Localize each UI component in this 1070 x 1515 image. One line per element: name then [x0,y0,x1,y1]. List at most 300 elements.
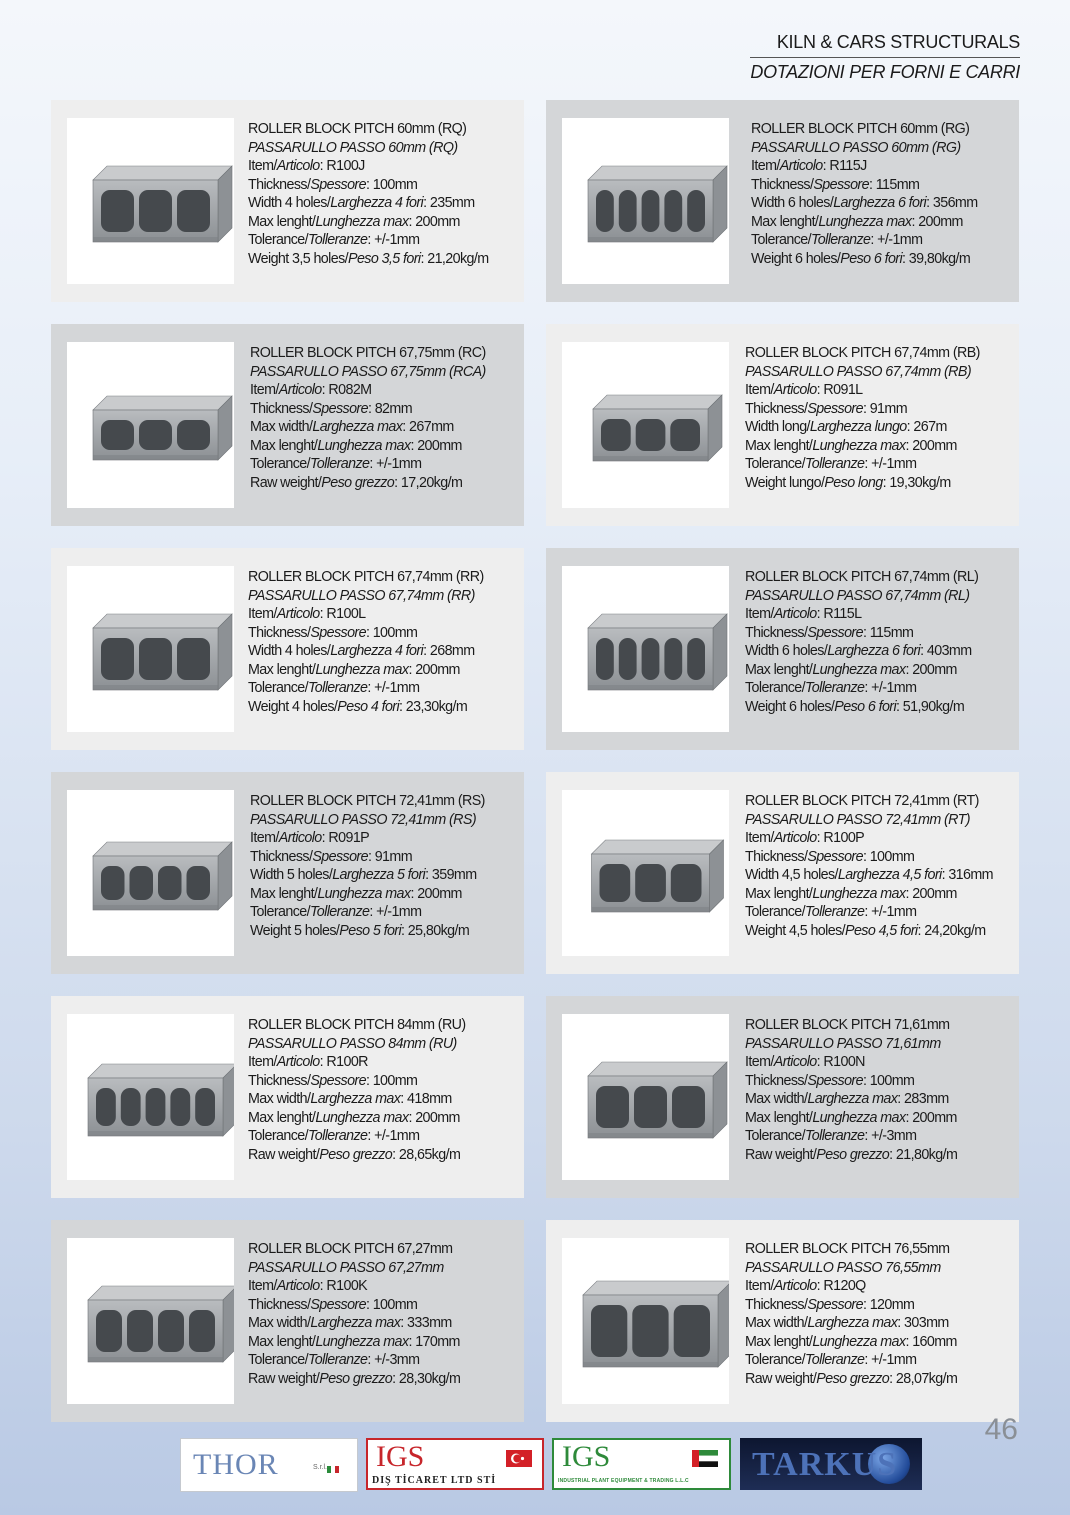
spec-label: Tolerance/ [248,1128,308,1144]
spec-label: Raw weight/ [248,1370,320,1387]
spec-value: : R100P [816,830,865,846]
spec-value: : 19,30kg/m [882,474,951,491]
spec-value: : R100L [319,606,366,622]
spec-line [248,698,484,717]
spec-value: : +/-3mm [864,1128,917,1144]
spec-label: Max lenght/ [250,885,318,902]
spec-label-italian: Articolo [773,1278,817,1294]
spec-label: Item/ [250,382,279,398]
spec-label: Max lenght/ [745,1333,813,1350]
spec-label-italian: Spessore [807,1072,863,1089]
spec-value: : 403mm [920,643,972,659]
spec-label-italian: Lunghezza max [315,1333,409,1350]
spec-label-italian: Lunghezza max [315,1109,409,1126]
spec-value: : +/-1mm [870,232,923,248]
spec-label: Thickness/ [248,624,311,641]
spec-label: Tolerance/ [745,680,805,696]
product-subtitle: PASSARULLO PASSO 67,74mm (RL) [745,587,970,604]
spec-label: Width 5 holes/ [250,867,333,883]
spec-value: : 100mm [365,624,418,641]
spec-label: Weight 4,5 holes/ [745,922,846,939]
header-title: KILN & CARS STRUCTURALS [750,32,1020,58]
spec-line [248,176,489,195]
spec-line [745,922,993,941]
spec-line [745,829,993,848]
spec-line [745,1351,957,1370]
spec-label-italian: Peso grezzo [319,1146,393,1163]
spec-label: Thickness/ [248,1296,311,1313]
spec-label: Weight 4 holes/ [248,698,338,715]
roller-block-image [562,1014,729,1180]
spec-label-italian: Lunghezza max [315,213,409,230]
spec-label-italian: Tolleranze [804,456,865,472]
product-title: ROLLER BLOCK PITCH 60mm (RG) [751,121,970,137]
spec-value: : 316mm [941,867,993,883]
spec-label: Max width/ [248,1091,311,1107]
spec-label-italian: Tolleranze [309,456,370,472]
product-specs [250,344,486,492]
spec-label: Tolerance/ [751,232,811,248]
product-title: ROLLER BLOCK PITCH 84mm (RU) [248,1017,466,1033]
product-specs [248,1016,466,1164]
spec-label: Tolerance/ [248,1352,308,1368]
spec-line [248,250,489,269]
spec-label-italian: Peso 6 fori [840,250,903,267]
spec-value: : 28,30kg/m [392,1370,461,1387]
spec-label: Item/ [250,830,279,846]
spec-line [248,1127,466,1146]
spec-value: : R100R [319,1054,368,1070]
spec-label-italian: Spessore [310,1072,366,1089]
spec-label: Width 6 holes/ [745,643,828,659]
spec-value: : 200mm [905,1109,957,1126]
spec-value: : 23,30kg/m [399,698,468,715]
spec-label: Tolerance/ [745,1128,805,1144]
igs-logo-text: IGS [376,1440,425,1473]
spec-value: : 100mm [365,1072,418,1089]
spec-line [745,418,980,437]
spec-label-italian: Larghezza max [807,1091,898,1107]
spec-label-italian: Peso 6 fori [834,698,897,715]
product-card [546,324,1019,526]
spec-label: Tolerance/ [250,456,310,472]
spec-line [745,642,978,661]
spec-value: : R115J [822,158,867,174]
product-card [51,548,524,750]
spec-label-italian: Articolo [278,830,322,846]
spec-label-italian: Peso grezzo [816,1370,890,1387]
spec-label: Width 4 holes/ [248,195,331,211]
spec-label-italian: Lunghezza max [818,213,912,230]
spec-line [745,1127,957,1146]
spec-label: Max lenght/ [751,213,819,230]
spec-label-italian: Larghezza 4,5 fori [837,867,942,883]
spec-label: Thickness/ [745,624,808,641]
spec-label: Max width/ [745,1091,808,1107]
spec-value: : +/-3mm [367,1352,420,1368]
spec-label-italian: Peso grezzo [816,1146,890,1163]
page-header [750,32,1020,83]
igs-turkey-tagline: DIŞ TİCARET LTD STİ [372,1475,497,1486]
spec-label: Weight 3,5 holes/ [248,250,349,267]
spec-label: Max lenght/ [745,437,813,454]
spec-label-italian: Articolo [773,830,817,846]
spec-line [745,624,978,643]
spec-value: : 100mm [862,848,915,865]
spec-value: : +/-1mm [367,232,420,248]
spec-line [248,1333,460,1352]
spec-label-italian: Spessore [310,1296,366,1313]
thor-logo[interactable] [180,1438,358,1492]
spec-line [745,1296,957,1315]
spec-label: Max lenght/ [745,885,813,902]
product-subtitle: PASSARULLO PASSO 60mm (RQ) [248,139,458,156]
spec-value: : 200mm [408,213,460,230]
spec-label: Max width/ [248,1315,311,1331]
spec-value: : R100N [816,1054,865,1070]
spec-line [248,642,484,661]
spec-line [248,194,489,213]
spec-value: : 418mm [400,1091,452,1107]
product-specs [248,1240,460,1388]
spec-label-italian: Larghezza max [310,1315,401,1331]
spec-line [248,1277,460,1296]
spec-value: : 100mm [365,1296,418,1313]
product-subtitle: PASSARULLO PASSO 60mm (RG) [751,139,961,156]
product-card [51,1220,524,1422]
spec-line [745,885,993,904]
spec-value: : R091L [816,382,863,398]
spec-value: : 21,80kg/m [889,1146,958,1163]
spec-label: Max lenght/ [745,1109,813,1126]
spec-line [248,679,484,698]
spec-label: Max lenght/ [248,1333,316,1350]
spec-label: Item/ [751,158,780,174]
spec-line [745,1277,957,1296]
spec-label-italian: Larghezza 5 fori [332,867,426,883]
product-specs [751,120,978,268]
spec-line [745,661,978,680]
product-subtitle: PASSARULLO PASSO 67,27mm [248,1259,444,1276]
spec-label: Tolerance/ [745,456,805,472]
spec-value: : 200mm [911,213,963,230]
spec-line [250,903,485,922]
spec-label-italian: Articolo [276,1054,320,1070]
spec-value: : 200mm [905,437,957,454]
roller-block-image [67,118,234,284]
spec-label-italian: Tolleranze [804,1352,865,1368]
spec-label: Raw weight/ [745,1370,817,1387]
product-title: ROLLER BLOCK PITCH 76,55mm [745,1241,950,1257]
spec-label: Tolerance/ [248,680,308,696]
product-subtitle: PASSARULLO PASSO 76,55mm [745,1259,941,1276]
product-title: ROLLER BLOCK PITCH 67,74mm (RL) [745,569,979,585]
spec-label-italian: Tolleranze [804,680,865,696]
product-card [51,100,524,302]
spec-line [745,455,980,474]
spec-value: : 200mm [410,885,462,902]
thor-logo-text: THOR [193,1448,279,1481]
spec-line [745,437,980,456]
spec-label: Item/ [745,606,774,622]
spec-line [745,679,978,698]
spec-line [250,455,486,474]
spec-line [751,213,978,232]
spec-line [248,1090,466,1109]
spec-value: : 200mm [410,437,462,454]
spec-value: : 283mm [897,1091,949,1107]
spec-label-italian: Articolo [773,382,817,398]
spec-value: : 100mm [862,1072,915,1089]
roller-block-image [562,1238,729,1404]
spec-label-italian: Larghezza 6 fori [833,195,927,211]
spec-label: Raw weight/ [248,1146,320,1163]
spec-label: Width 4,5 holes/ [745,867,838,883]
spec-label: Max lenght/ [248,661,316,678]
spec-label-italian: Lunghezza max [315,661,409,678]
spec-label: Max lenght/ [250,437,318,454]
product-card [51,772,524,974]
spec-line [248,624,484,643]
spec-label-italian: Tolleranze [307,680,368,696]
spec-line [745,1109,957,1128]
spec-line [751,176,978,195]
spec-label-italian: Articolo [773,1054,817,1070]
spec-label-italian: Peso long [824,474,883,491]
spec-label: Raw weight/ [250,474,322,491]
product-specs [745,568,978,716]
spec-label-italian: Larghezza 6 fori [827,643,921,659]
product-subtitle: PASSARULLO PASSO 72,41mm (RS) [250,811,476,828]
spec-label: Item/ [745,1278,774,1294]
spec-line [250,885,485,904]
product-specs [745,1016,957,1164]
igs-uae-logo[interactable] [552,1438,731,1490]
spec-value: : +/-1mm [369,904,422,920]
spec-line [248,1351,460,1370]
spec-label-italian: Spessore [813,176,869,193]
product-title: ROLLER BLOCK PITCH 67,27mm [248,1241,453,1257]
spec-line [248,157,489,176]
spec-line [745,1053,957,1072]
spec-line [248,1146,466,1165]
spec-label-italian: Tolleranze [307,1352,368,1368]
spec-label-italian: Lunghezza max [812,437,906,454]
header-subtitle: DOTAZIONI PER FORNI E CARRI [750,62,1020,82]
spec-value: : 100mm [365,176,418,193]
spec-line [751,231,978,250]
spec-label: Tolerance/ [745,904,805,920]
spec-value: : 267mm [402,419,454,435]
tarkus-logo[interactable] [740,1438,922,1490]
italy-flag-icon [327,1466,339,1473]
thor-logo-suffix: S.r.l. [313,1464,328,1471]
spec-label: Width 4 holes/ [248,643,331,659]
spec-line [745,848,993,867]
spec-value: : 91mm [862,400,908,417]
spec-label: Max lenght/ [745,661,813,678]
spec-line [248,1053,466,1072]
spec-line [248,1109,466,1128]
product-subtitle: PASSARULLO PASSO 71,61mm [745,1035,941,1052]
spec-label-italian: Lunghezza max [812,1333,906,1350]
spec-label: Tolerance/ [248,232,308,248]
turkey-flag-icon [506,1450,532,1467]
roller-block-image [562,118,729,284]
product-title: ROLLER BLOCK PITCH 72,41mm (RS) [250,793,485,809]
spec-label-italian: Tolleranze [307,1128,368,1144]
spec-label: Max lenght/ [248,1109,316,1126]
product-card [546,772,1019,974]
product-specs [745,1240,957,1388]
product-card [546,548,1019,750]
spec-label-italian: Tolleranze [804,1128,865,1144]
spec-line [250,866,485,885]
roller-block-image [562,342,729,508]
spec-value: : 28,07kg/m [889,1370,958,1387]
spec-label: Thickness/ [745,1296,808,1313]
spec-line [751,157,978,176]
spec-label-italian: Articolo [276,1278,320,1294]
product-subtitle: PASSARULLO PASSO 67,74mm (RR) [248,587,475,604]
product-specs [250,792,485,940]
spec-value: : 268mm [423,643,475,659]
spec-line [248,661,484,680]
spec-label: Tolerance/ [745,1352,805,1368]
spec-label-italian: Articolo [276,606,320,622]
spec-label-italian: Peso 3,5 fori [348,250,421,267]
spec-value: : 82mm [367,400,413,417]
spec-line [745,1090,957,1109]
spec-label: Item/ [745,1054,774,1070]
spec-label-italian: Lunghezza max [812,885,906,902]
spec-line [248,1314,460,1333]
spec-label-italian: Tolleranze [309,904,370,920]
product-card [51,996,524,1198]
spec-label-italian: Spessore [807,848,863,865]
product-title: ROLLER BLOCK PITCH 71,61mm [745,1017,950,1033]
spec-value: : 115mm [868,176,920,193]
igs-uae-tagline: INDUSTRIAL PLANT EQUIPMENT & TRADING L.L.C [558,1478,689,1484]
spec-line [250,400,486,419]
spec-value: : R082M [321,382,372,398]
igs-logo-text: IGS [562,1440,611,1473]
spec-label: Weight 6 holes/ [745,698,835,715]
product-card [546,1220,1019,1422]
spec-label-italian: Tolleranze [307,232,368,248]
spec-line [745,474,980,493]
spec-label-italian: Larghezza 4 fori [330,195,424,211]
spec-label-italian: Peso 4,5 fori [845,922,918,939]
spec-label-italian: Articolo [773,606,817,622]
spec-line [745,1370,957,1389]
spec-value: : 303mm [897,1315,949,1331]
spec-label: Thickness/ [250,400,313,417]
spec-label: Item/ [248,1054,277,1070]
spec-value: : 359mm [425,867,477,883]
spec-line [248,605,484,624]
spec-label: Weight 6 holes/ [751,250,841,267]
spec-value: : 170mm [408,1333,460,1350]
product-title: ROLLER BLOCK PITCH 67,74mm (RR) [248,569,484,585]
spec-label-italian: Lunghezza max [812,661,906,678]
spec-value: : R100J [319,158,365,174]
spec-label-italian: Peso grezzo [319,1370,393,1387]
product-title: ROLLER BLOCK PITCH 67,74mm (RB) [745,345,980,361]
roller-block-image [562,790,729,956]
spec-label-italian: Spessore [312,400,368,417]
spec-label: Weight 5 holes/ [250,922,340,939]
spec-line [745,698,978,717]
spec-line [248,213,489,232]
spec-value: : 17,20kg/m [394,474,463,491]
page-number: 46 [984,1413,1018,1446]
spec-line [250,474,486,493]
uae-flag-icon [692,1450,718,1467]
product-subtitle: PASSARULLO PASSO 84mm (RU) [248,1035,457,1052]
spec-value: : 25,80kg/m [401,922,470,939]
product-subtitle: PASSARULLO PASSO 67,75mm (RCA) [250,363,486,380]
spec-value: : 91mm [367,848,413,865]
spec-label-italian: Spessore [310,624,366,641]
spec-value: : R120Q [816,1278,866,1294]
spec-line [248,231,489,250]
spec-line [745,1333,957,1352]
spec-label: Thickness/ [745,400,808,417]
spec-value: : +/-1mm [864,680,917,696]
spec-line [248,1296,460,1315]
spec-line [248,1072,466,1091]
product-card [546,100,1019,302]
product-title: ROLLER BLOCK PITCH 67,75mm (RC) [250,345,486,361]
spec-label-italian: Larghezza max [310,1091,401,1107]
spec-label-italian: Tolleranze [810,232,871,248]
spec-label-italian: Peso 4 fori [337,698,400,715]
spec-line [745,400,980,419]
spec-label: Width long/ [745,419,810,435]
roller-block-image [67,1014,234,1180]
spec-label-italian: Spessore [807,400,863,417]
spec-value: : 28,65kg/m [392,1146,461,1163]
spec-line [745,605,978,624]
product-title: ROLLER BLOCK PITCH 72,41mm (RT) [745,793,979,809]
spec-label: Max lenght/ [248,213,316,230]
spec-label: Max width/ [250,419,313,435]
spec-label-italian: Spessore [807,624,863,641]
spec-line [745,866,993,885]
spec-value: : 115mm [862,624,914,641]
spec-value: : 356mm [926,195,978,211]
spec-label-italian: Peso 5 fori [339,922,402,939]
spec-line [248,1370,460,1389]
roller-block-image [562,566,729,732]
spec-value: : +/-1mm [367,680,420,696]
spec-label: Thickness/ [745,1072,808,1089]
spec-value: : 51,90kg/m [896,698,965,715]
spec-label: Raw weight/ [745,1146,817,1163]
spec-label: Max width/ [745,1315,808,1331]
spec-label-italian: Larghezza max [312,419,403,435]
spec-label-italian: Articolo [276,158,320,174]
spec-line [250,848,485,867]
spec-label-italian: Lunghezza max [317,885,411,902]
roller-block-image [67,1238,234,1404]
tarkus-logo-text: TARKUS [752,1446,898,1483]
spec-label: Thickness/ [250,848,313,865]
spec-label: Tolerance/ [250,904,310,920]
spec-line [751,194,978,213]
igs-turkey-logo[interactable] [366,1438,544,1490]
